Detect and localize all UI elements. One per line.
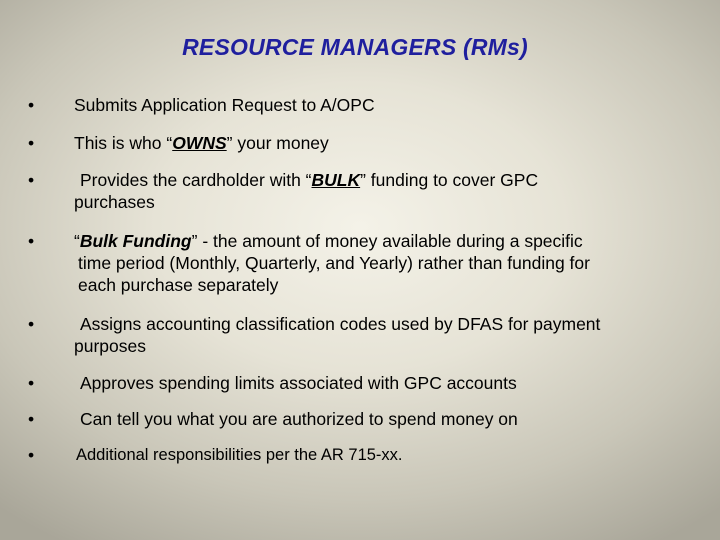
bullet-text: Assigns accounting classification codes used by DFAS for payment purposes: [74, 314, 601, 356]
bullet-text: Approves spending limits associated with GPC accounts: [80, 373, 517, 393]
bullet-icon: •: [28, 170, 35, 190]
emphasis-owns: OWNS: [172, 133, 227, 153]
bullet-text: Additional responsibilities per the AR 715-xx.: [76, 446, 403, 464]
bullet-icon: •: [28, 231, 35, 251]
emphasis-bulk: BULK: [311, 170, 361, 190]
bullet-icon: •: [28, 314, 35, 334]
bullet-text: Can tell you what you are authorized to spend money on: [80, 409, 518, 429]
emphasis-bulk-funding: Bulk Funding: [79, 231, 192, 251]
bullet-text: Provides the cardholder with “BULK” funding to cover GPC purchases: [74, 170, 539, 212]
bullet-text: “Bulk Funding” - the amount of money available during a specific time period (Monthly, Quarterly, and Yearly) rather than funding for each purchase separately: [74, 231, 590, 295]
bullet-text: Submits Application Request to A/OPC: [74, 95, 375, 115]
slide-title: RESOURCE MANAGERS (RMs): [182, 34, 528, 60]
bullet-icon: •: [28, 133, 35, 153]
bullet-text: This is who “OWNS” your money: [74, 133, 329, 153]
bullet-icon: •: [28, 95, 35, 115]
bullet-icon: •: [28, 445, 35, 465]
bullet-icon: •: [28, 373, 35, 393]
bullet-icon: •: [28, 409, 35, 429]
